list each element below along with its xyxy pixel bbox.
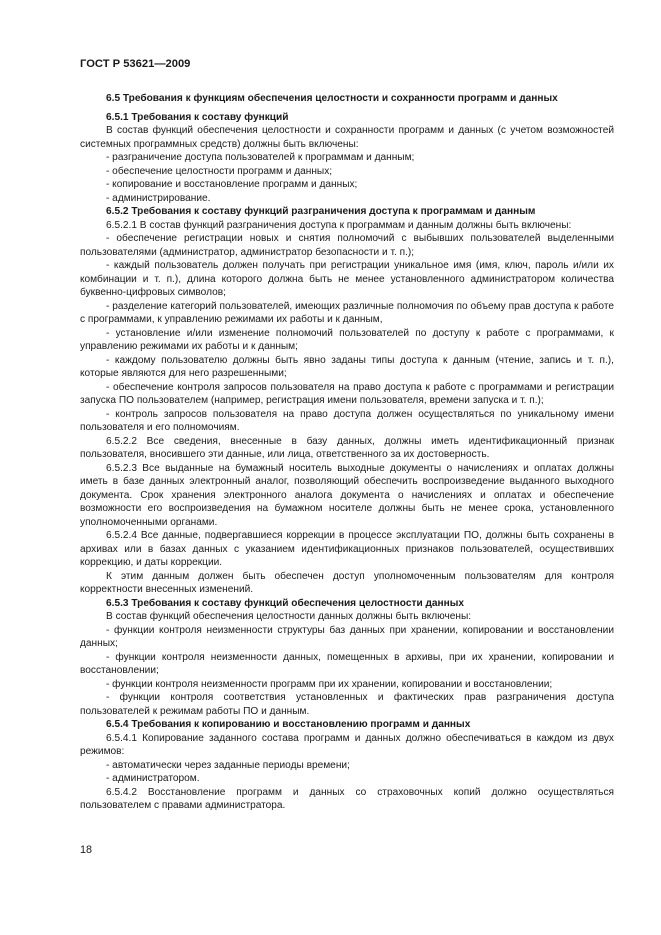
clause-6-5-2-4: 6.5.2.4 Все данные, подвергавшиеся коррекции в процессе эксплуатации ПО, должны быть сохранены в архивах или в базах данных с указанием идентификационных признаков пользователей, осуществивших коррекцию, и даты коррекции.: [80, 530, 614, 568]
section-6-5-title: 6.5 Требования к функциям обеспечения целостности и сохранности программ и данных: [106, 93, 558, 104]
clause-6-5-2-1-intro: 6.5.2.1 В состав функций разграничения доступа к программам и данным должны быть включены:: [106, 219, 572, 231]
section-6-5-2-title: 6.5.2 Требования к составу функций разграничения доступа к программам и данным: [106, 206, 536, 217]
clause-6-5-2-2: 6.5.2.2 Все сведения, внесенные в базу данных, должны иметь идентификационный признак пользователя, вносившего эти данные, или лица, ответственного за их достоверность.: [80, 435, 614, 460]
page-number: 18: [80, 844, 93, 856]
list-item: - разграничение доступа пользователей к программам и данным;: [106, 152, 415, 163]
section-6-5-4-title: 6.5.4 Требования к копированию и восстановлению программ и данных: [106, 719, 471, 730]
clause-6-5-4-1-intro: 6.5.4.1 Копирование заданного состава программ и данных должно обеспечиваться в каждом из двух режимов:: [80, 732, 614, 757]
list-item: - каждому пользователю должны быть явно заданы типы доступа к данным (чтение, запись и т. п.), которые являются для него разрешенными;: [80, 354, 614, 379]
document-body: [80, 92, 614, 813]
list-item: - установление и/или изменение полномочий пользователей по доступу к работе с программами, к управлению режимами их работы и к данным;: [80, 327, 614, 352]
list-item: - функции контроля неизменности программ при их хранении, копировании и восстановлении;: [106, 678, 553, 690]
standard-header: ГОСТ Р 53621—2009: [80, 58, 191, 70]
clause-6-5-2-3: 6.5.2.3 Все выданные на бумажный носитель выходные документы о начислениях и оплатах должны иметь в базе данных электронный аналог, позволяющий обеспечить воспроизведение выданного выходного документа. Срок хранения электронного аналога документа о начислениях и оплатах и обеспечение возможности его воспроизведения на бумажном носителе должны быть не менее срока, установленного уполномоченными органами.: [80, 462, 614, 528]
list-item: - обеспечение регистрации новых и снятия полномочий с выбывших пользователей выделенными пользователями (администратор, администратор безопасности и т. п.);: [80, 233, 614, 258]
section-6-5-3-title: 6.5.3 Требования к составу функций обеспечения целостности данных: [106, 597, 465, 609]
list-item: - функции контроля неизменности структуры баз данных при хранении, копировании и восстановлении данных;: [80, 624, 614, 649]
list-item: - функции контроля неизменности данных, помещенных в архивы, при их хранении, копировании и восстановлении;: [80, 651, 614, 676]
list-item: - контроль запросов пользователя на право доступа должен осуществляться по уникальному имени пользователя и его полномочиям.: [80, 408, 614, 433]
list-item: - функции контроля соответствия установленных и фактических прав разграничения доступа пользователей к режимам работы ПО и данным.: [80, 692, 614, 717]
list-item: - автоматически через заданные периоды времени;: [106, 759, 350, 771]
list-item: - обеспечение целостности программ и данных;: [106, 165, 333, 177]
section-6-5-1-intro: В состав функций обеспечения целостности и сохранности программ и данных (с учетом возможностей системных программных средств) должны быть включены:: [80, 125, 614, 150]
section-6-5-1-title: 6.5.1 Требования к составу функций: [106, 111, 289, 123]
list-item: - обеспечение контроля запросов пользователя на право доступа к работе с программами и регистрации запуска ПО пользователем (например, регистрация имени пользователя, времени запуска и т. п.);: [80, 381, 614, 406]
list-item: - копирование и восстановление программ и данных;: [106, 179, 358, 190]
list-item: - разделение категорий пользователей, имеющих различные полномочия по объему прав доступа к работе с программами, к управлению режимами их работы и к данным,: [80, 300, 614, 325]
clause-6-5-4-2: 6.5.4.2 Восстановление программ и данных со страховочных копий должно осуществляться пользователем с правами администратора.: [80, 786, 614, 811]
list-item: - администратором.: [106, 773, 200, 784]
clause-6-5-2-4-note: К этим данным должен быть обеспечен доступ уполномоченным пользователям для контроля корректности внесенных изменений.: [80, 570, 614, 595]
list-item: - администрирование.: [106, 192, 211, 204]
list-item: - каждый пользователь должен получать при регистрации уникальное имя (имя, ключ, пароль и/или их комбинации и т. п.), длина которого должна быть не менее установленного администратором количества буквенно-цифровых символов;: [80, 260, 614, 298]
section-6-5-3-intro: В состав функций обеспечения целостности данных должны быть включены:: [106, 611, 472, 622]
